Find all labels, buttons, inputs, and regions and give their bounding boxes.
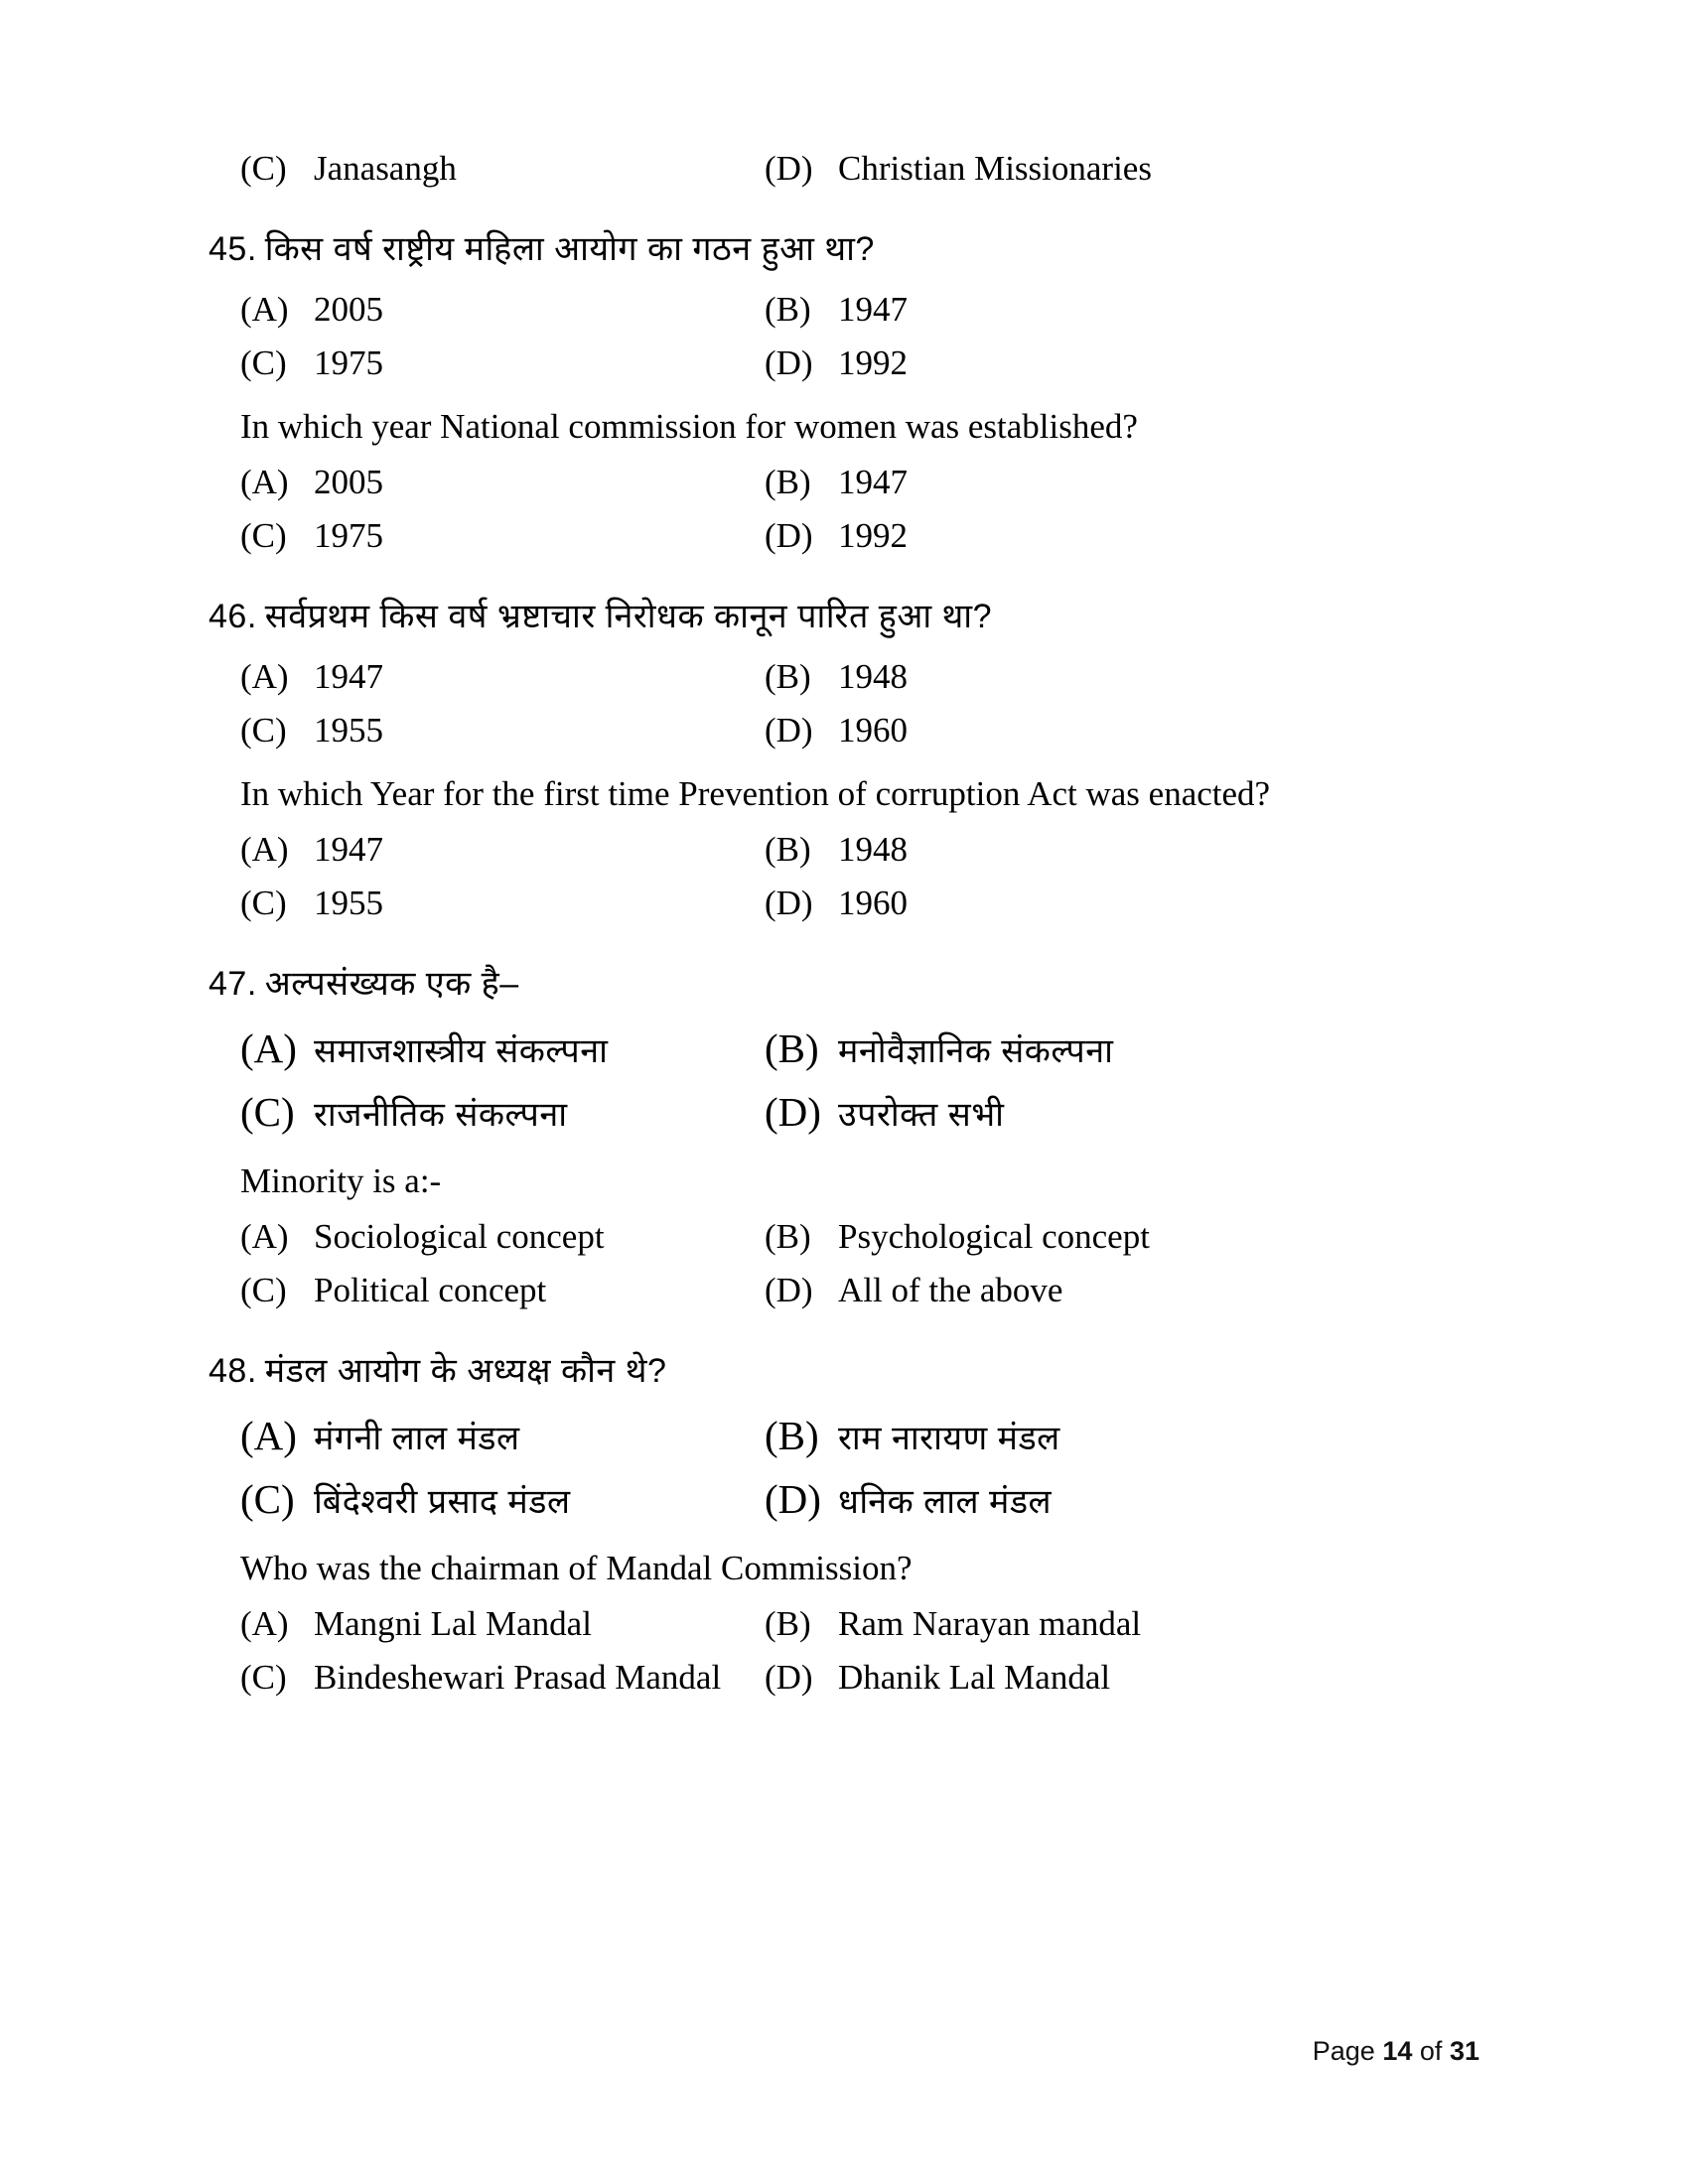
option-cell xyxy=(765,516,1479,556)
page-content xyxy=(209,149,1479,1698)
option-cell xyxy=(765,711,1479,751)
option-label: (B) xyxy=(765,657,811,696)
option-row xyxy=(209,463,1479,502)
option-text: धनिक लाल मंडल xyxy=(838,1483,1053,1521)
question-stem-hindi xyxy=(209,592,1479,637)
option-cell xyxy=(209,884,765,923)
option-text: All of the above xyxy=(838,1271,1063,1309)
option-text: राम नारायण मंडल xyxy=(838,1420,1060,1457)
option-cell xyxy=(209,463,765,502)
option-cell xyxy=(209,343,765,383)
question-stem-hindi xyxy=(209,959,1479,1005)
option-label: (A) xyxy=(240,463,289,501)
option-cell xyxy=(765,830,1479,870)
option-row xyxy=(209,290,1479,330)
option-row xyxy=(209,657,1479,697)
option-row xyxy=(209,711,1479,751)
option-label: (D) xyxy=(765,884,813,922)
footer-current-page: 14 xyxy=(1382,2036,1413,2066)
option-label: (A) xyxy=(240,1413,297,1458)
option-text: 2005 xyxy=(314,463,383,501)
option-row xyxy=(209,149,1479,189)
option-label: (C) xyxy=(240,149,287,188)
option-cell xyxy=(765,1271,1479,1310)
option-cell xyxy=(209,1604,765,1644)
spacer xyxy=(209,1152,1479,1161)
option-text: Christian Missionaries xyxy=(838,149,1152,188)
option-text: 1960 xyxy=(838,711,908,750)
option-text: Political concept xyxy=(314,1271,547,1309)
question-block-45 xyxy=(209,224,1479,556)
option-label: (A) xyxy=(240,1217,289,1256)
option-row xyxy=(209,1271,1479,1310)
option-row xyxy=(209,1658,1479,1698)
option-label: (C) xyxy=(240,1658,287,1697)
option-row xyxy=(209,1604,1479,1644)
option-text: 1992 xyxy=(838,343,908,382)
option-text: Mangni Lal Mandal xyxy=(314,1604,592,1643)
option-text: मंगनी लाल मंडल xyxy=(314,1420,520,1457)
option-text: 1975 xyxy=(314,343,383,382)
option-row xyxy=(209,1024,1479,1072)
option-label: (B) xyxy=(765,1025,819,1071)
option-cell xyxy=(209,1412,765,1459)
option-label: (D) xyxy=(765,1271,813,1309)
spacer xyxy=(209,937,1479,959)
option-cell xyxy=(209,516,765,556)
option-label: (D) xyxy=(765,1476,821,1522)
option-cell xyxy=(765,1217,1479,1257)
option-cell xyxy=(209,657,765,697)
option-cell xyxy=(209,830,765,870)
option-cell xyxy=(765,884,1479,923)
option-text: 1947 xyxy=(314,830,383,869)
option-label: (D) xyxy=(765,711,813,750)
option-cell xyxy=(209,1475,765,1523)
option-label: (C) xyxy=(240,884,287,922)
option-cell xyxy=(765,290,1479,330)
option-label: (A) xyxy=(240,657,289,696)
question-number: 48. xyxy=(209,1352,257,1390)
option-text: उपरोक्त सभी xyxy=(838,1096,1005,1134)
option-label: (A) xyxy=(240,1604,289,1643)
question-stem-hindi xyxy=(209,1346,1479,1392)
option-text: 1947 xyxy=(838,463,908,501)
question-number: 47. xyxy=(209,965,257,1003)
option-label: (B) xyxy=(765,1604,811,1643)
option-label: (B) xyxy=(765,830,811,869)
option-text: 2005 xyxy=(314,290,383,329)
page-footer xyxy=(1313,2036,1479,2067)
option-cell xyxy=(765,1024,1479,1072)
option-label: (A) xyxy=(240,290,289,329)
option-cell xyxy=(765,463,1479,502)
option-text: 1992 xyxy=(838,516,908,555)
option-cell xyxy=(209,1658,765,1698)
option-text: मनोवैज्ञानिक संकल्पना xyxy=(838,1032,1114,1070)
option-cell xyxy=(209,1088,765,1136)
option-text: Sociological concept xyxy=(314,1217,605,1256)
option-row xyxy=(209,1088,1479,1136)
option-cell xyxy=(209,1271,765,1310)
option-label: (C) xyxy=(240,711,287,750)
option-cell xyxy=(209,290,765,330)
question-number: 46. xyxy=(209,598,257,635)
option-label: (B) xyxy=(765,1413,819,1458)
question-stem-hindi xyxy=(209,224,1479,270)
option-text: बिंदेश्वरी प्रसाद मंडल xyxy=(314,1483,571,1521)
option-label: (D) xyxy=(765,1658,813,1697)
option-cell xyxy=(765,1412,1479,1459)
option-label: (C) xyxy=(240,1089,295,1135)
spacer xyxy=(209,764,1479,774)
question-text-hindi: मंडल आयोग के अध्यक्ष कौन थे? xyxy=(264,1352,667,1390)
option-cell xyxy=(209,711,765,751)
option-text: 1960 xyxy=(838,884,908,922)
option-label: (C) xyxy=(240,343,287,382)
option-label: (B) xyxy=(765,1217,811,1256)
question-text-hindi: सर्वप्रथम किस वर्ष भ्रष्टाचार निरोधक कानून पारित हुआ था? xyxy=(264,598,992,635)
option-row xyxy=(209,1412,1479,1459)
spacer xyxy=(209,1539,1479,1549)
footer-total-pages: 31 xyxy=(1449,2036,1479,2066)
option-row xyxy=(209,830,1479,870)
option-cell xyxy=(765,1658,1479,1698)
question-text-hindi: अल्पसंख्यक एक है– xyxy=(264,965,519,1003)
spacer xyxy=(209,1324,1479,1346)
question-stem-english: In which year National commission for women was established? xyxy=(240,407,1138,446)
option-cell xyxy=(765,1604,1479,1644)
option-text: Psychological concept xyxy=(838,1217,1150,1256)
option-text: 1955 xyxy=(314,884,383,922)
question-text-hindi: किस वर्ष राष्ट्रीय महिला आयोग का गठन हुआ था? xyxy=(264,230,875,268)
option-text: Bindeshewari Prasad Mandal xyxy=(314,1658,722,1697)
spacer xyxy=(209,203,1479,224)
option-row xyxy=(209,884,1479,923)
option-label: (B) xyxy=(765,290,811,329)
option-text: Janasangh xyxy=(314,149,457,188)
question-block-46 xyxy=(209,592,1479,923)
option-label: (C) xyxy=(240,516,287,555)
spacer xyxy=(209,570,1479,592)
option-cell xyxy=(765,343,1479,383)
option-text: 1955 xyxy=(314,711,383,750)
option-text: 1947 xyxy=(838,290,908,329)
option-cell xyxy=(765,149,1479,189)
footer-page-label: Page xyxy=(1312,2036,1375,2066)
option-cell xyxy=(765,1088,1479,1136)
question-block-48 xyxy=(209,1346,1479,1698)
option-label: (C) xyxy=(240,1476,295,1522)
option-text: 1948 xyxy=(838,830,908,869)
option-row xyxy=(209,516,1479,556)
option-text: समाजशास्त्रीय संकल्पना xyxy=(314,1032,609,1070)
option-cell xyxy=(765,657,1479,697)
question-number: 45. xyxy=(209,230,257,268)
option-row xyxy=(209,343,1479,383)
option-text: Ram Narayan mandal xyxy=(838,1604,1142,1643)
option-label: (C) xyxy=(240,1271,287,1309)
option-text: 1948 xyxy=(838,657,908,696)
option-label: (A) xyxy=(240,830,289,869)
question-block-47 xyxy=(209,959,1479,1310)
option-label: (D) xyxy=(765,516,813,555)
option-row xyxy=(209,1475,1479,1523)
footer-of-label: of xyxy=(1419,2036,1443,2066)
question-stem-english: Minority is a:- xyxy=(240,1161,442,1200)
option-row xyxy=(209,1217,1479,1257)
option-cell xyxy=(209,1024,765,1072)
option-label: (D) xyxy=(765,149,813,188)
question-stem-english: In which Year for the first time Prevention of corruption Act was enacted? xyxy=(240,774,1271,813)
option-cell xyxy=(209,149,765,189)
option-text: 1975 xyxy=(314,516,383,555)
option-label: (D) xyxy=(765,343,813,382)
option-text: 1947 xyxy=(314,657,383,696)
question-stem-english: Who was the chairman of Mandal Commission? xyxy=(240,1549,913,1587)
option-label: (A) xyxy=(240,1025,297,1071)
option-label: (B) xyxy=(765,463,811,501)
option-label: (D) xyxy=(765,1089,821,1135)
spacer xyxy=(209,397,1479,407)
option-cell xyxy=(765,1475,1479,1523)
option-cell xyxy=(209,1217,765,1257)
option-text: Dhanik Lal Mandal xyxy=(838,1658,1111,1697)
option-text: राजनीतिक संकल्पना xyxy=(314,1096,568,1134)
